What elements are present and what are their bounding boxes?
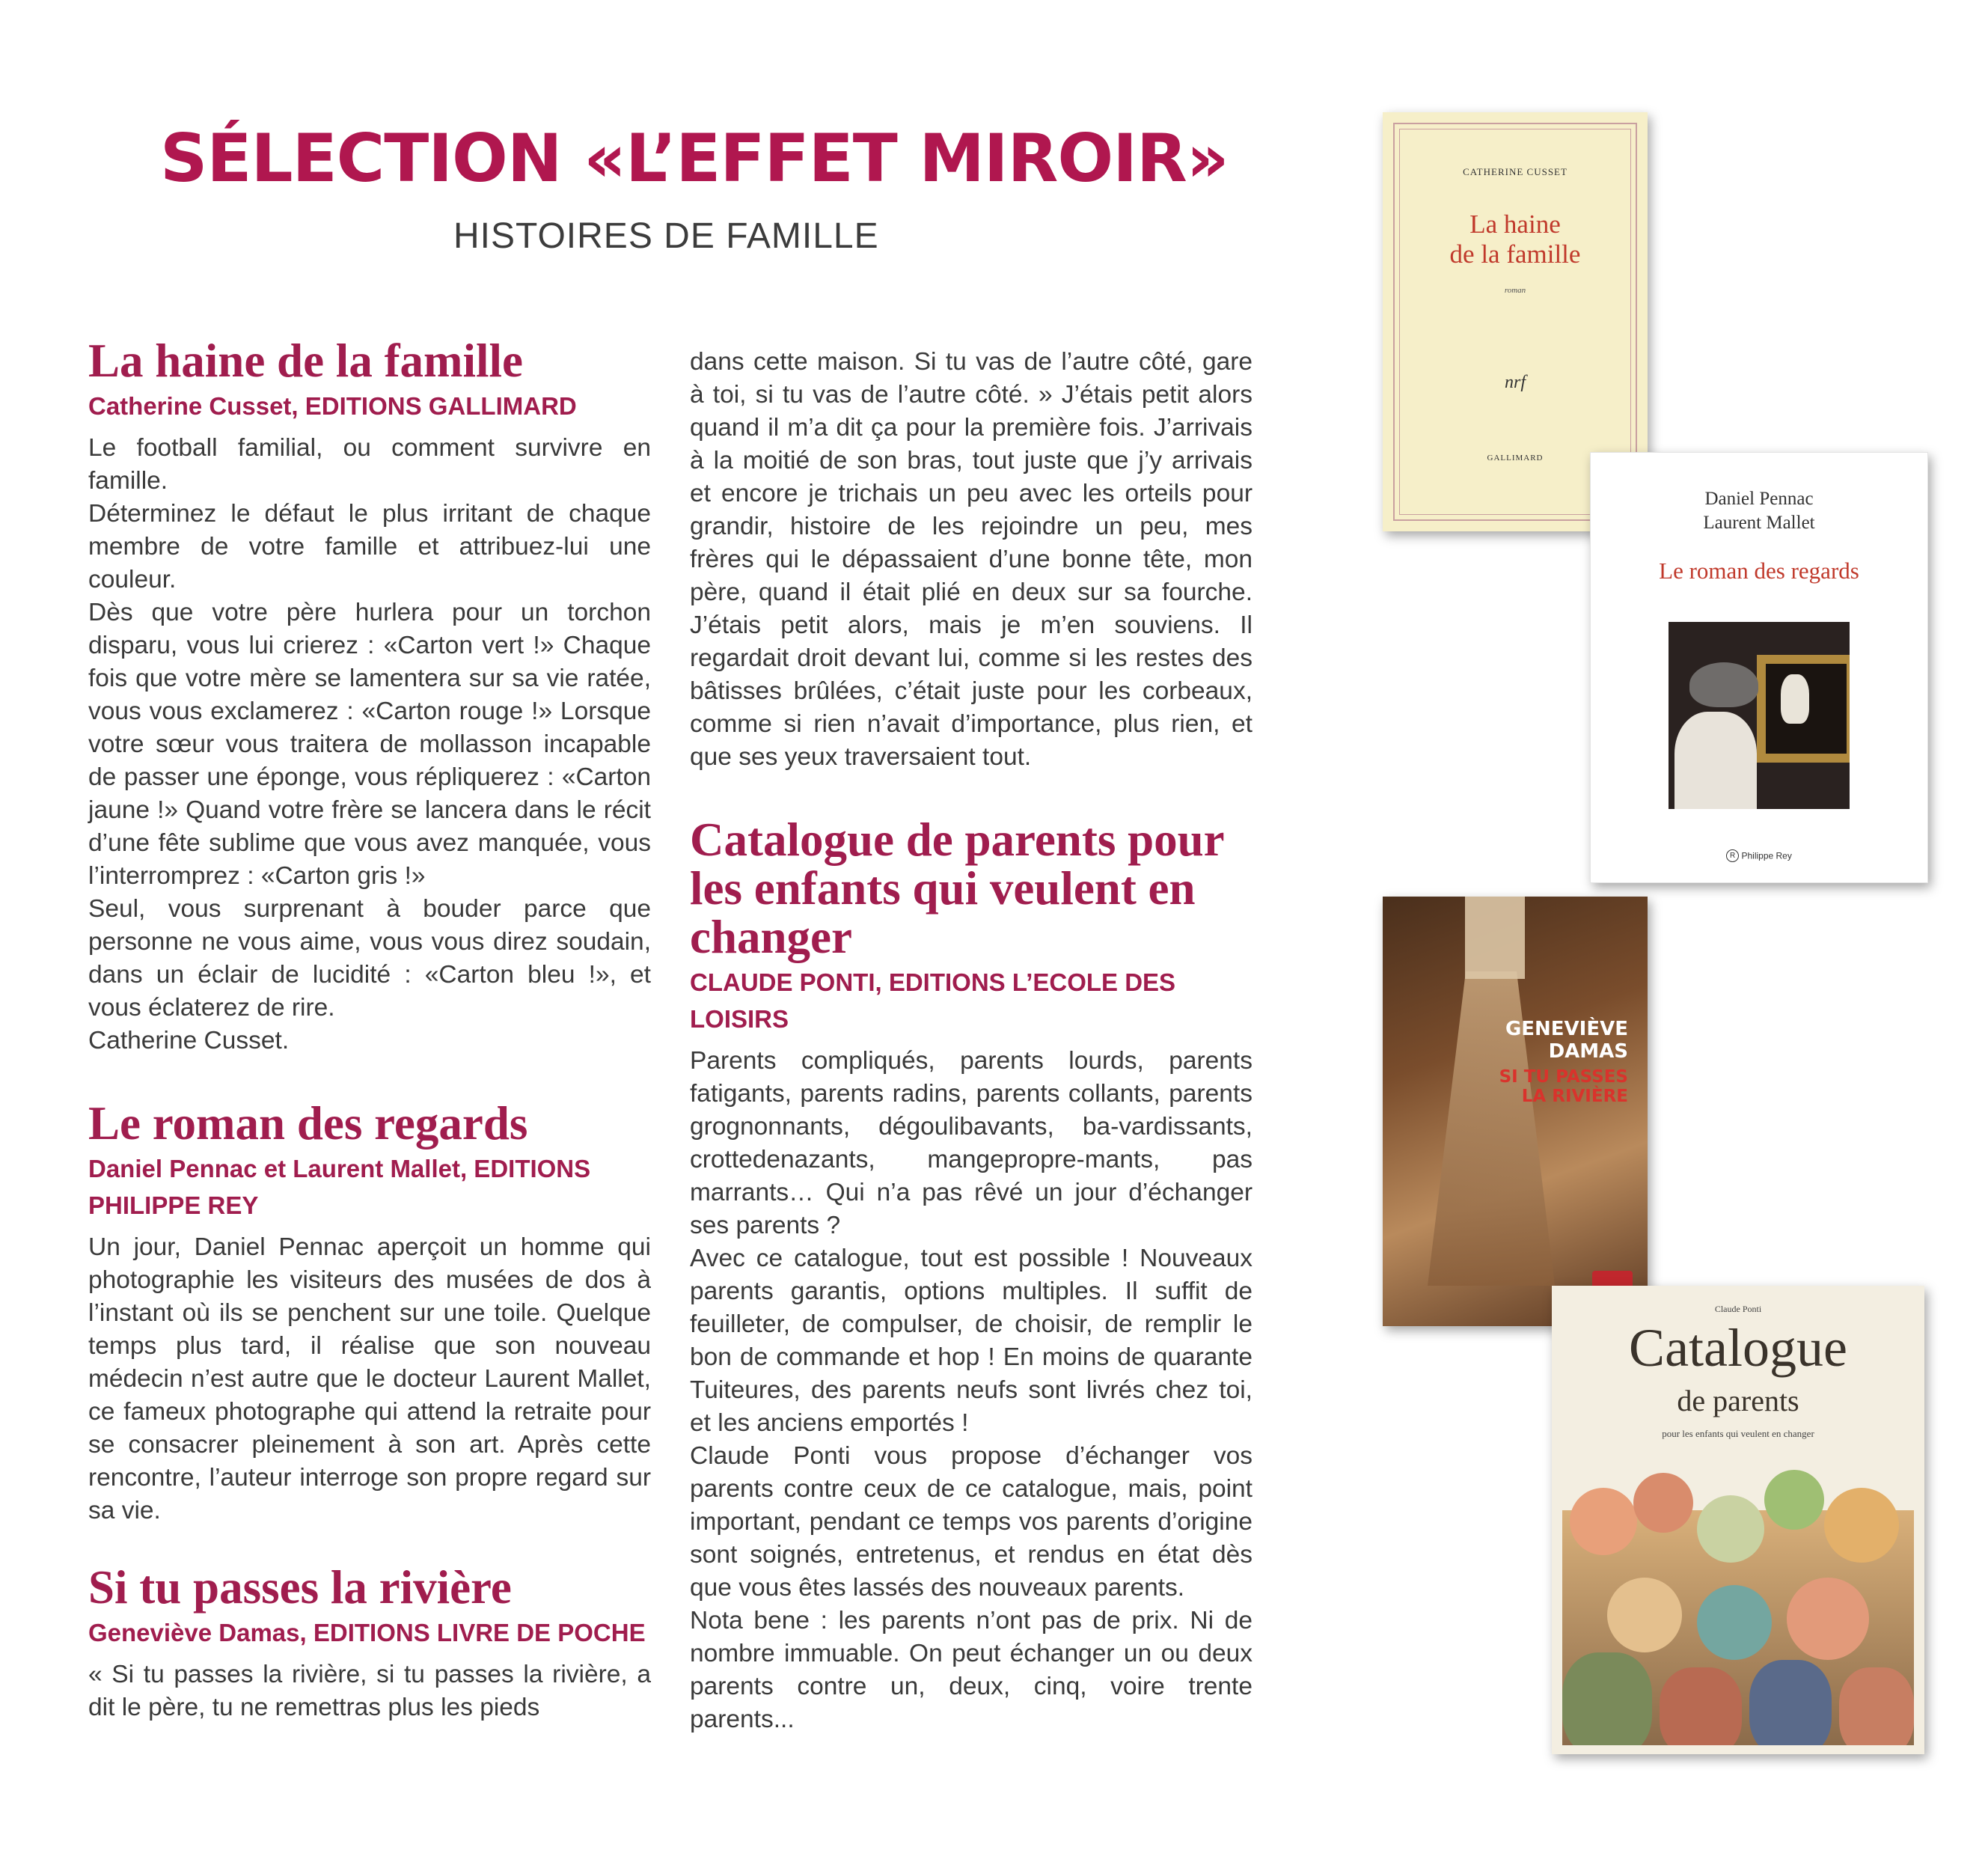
cover-author-line: GENEVIÈVE	[1505, 1018, 1628, 1040]
paragraph: Catherine Cusset.	[88, 1027, 290, 1054]
book-description-continued	[690, 346, 1253, 774]
paragraph: Un jour, Daniel Pennac aperçoit un homme qui photographie les visiteurs des musées de dos à l’instant où ils se penchent sur une toile. Quelque temps plus tard, il réalise que son nouveau médecin n’est autre que le docteur Laurent Mallet, ce fameux photographe qui attend la retraite pour se consacrer pleinement à son art. Après cette rencontre, l’auteur interroge son propre regard sur sa vie.	[88, 1233, 651, 1524]
publisher-icon: R	[1726, 849, 1739, 862]
cover-title-line: La haine	[1469, 210, 1561, 239]
cover-title-line: de parents	[1677, 1384, 1799, 1417]
paragraph: Nota bene : les parents n’ont pas de prix. Ni de nombre immuable. On peut échanger un ou deux parents contre un, deux, cinq, voire trente parents...	[690, 1607, 1253, 1733]
museum-photo	[1669, 622, 1850, 809]
book-author: CLAUDE PONTI, EDITIONS L’ECOLE DES LOISIRS	[690, 968, 1176, 1033]
paragraph: Avec ce catalogue, tout est possible ! Nouveaux parents garantis, options multiples. Il suffit de feuilleter, de compulser, de choisir, de remplir le bon de commande et hop ! En moins de quarante Tuiteures, des parents neufs sont livrés chez toi, et les anciens emportés !	[690, 1245, 1253, 1437]
paragraph: Le football familial, ou comment survivre en famille.	[88, 434, 651, 495]
book-description	[88, 1658, 651, 1724]
cover-author	[1505, 1018, 1628, 1063]
cover-si-tu-passes-la-riviere	[1383, 897, 1648, 1326]
cover-title	[1383, 210, 1648, 269]
book-author: Catherine Cusset, EDITIONS GALLIMARD	[88, 392, 577, 420]
cover-title	[1499, 1067, 1628, 1106]
cover-publisher: GALLIMARD	[1487, 454, 1544, 463]
figure-blouse	[1465, 897, 1525, 979]
book-description	[88, 432, 651, 1057]
book-author: Geneviève Damas, EDITIONS LIVRE DE POCHE	[88, 1619, 646, 1646]
cover-authors	[1591, 487, 1927, 535]
visitor-body	[1674, 712, 1757, 809]
cover-title: Le roman des regards	[1659, 558, 1859, 584]
cover-author: Claude Ponti	[1714, 1304, 1762, 1314]
cover-title-line: de la famille	[1449, 239, 1581, 269]
cover-title-line: LA RIVIÈRE	[1521, 1087, 1628, 1106]
paragraph: Parents compliqués, parents lourds, parents fatigants, parents radins, parents collants, parents grognonnants, dégoulibavants, ba-vardissants, crottedenazants, mangepropre-mants, pas marrants… Qui n’a pas rêvé un jour d’échanger ses parents ?	[690, 1047, 1253, 1239]
book-description	[690, 1045, 1253, 1736]
paragraph: Dès que votre père hurlera pour un torchon disparu, vous lui crierez : «Carton vert !» Chaque fois que votre mère se lamentera sur sa vie ratée, vous vous exclamerez : «Carton rouge !» Lorsque votre sœur vous traitera de mollasson incapable de passer une éponge, vous répliquerez : «Carton jaune !» Quand votre frère se lancera dans le récit d’une fête sublime que vous avez manquée, vous l’interromprez : «Carton gris !»	[88, 599, 651, 890]
cover-author: Laurent Mallet	[1703, 513, 1815, 533]
book-title: Si tu passes la rivière	[88, 1561, 512, 1614]
cover-title: Catalogue	[1629, 1318, 1847, 1378]
book-title: La haine de la famille	[88, 335, 523, 387]
cover-author: Daniel Pennac	[1704, 489, 1814, 509]
visitor-hat	[1689, 662, 1758, 707]
page-title: SÉLECTION «L’EFFET MIROIR»	[160, 120, 1229, 197]
cover-author-line: DAMAS	[1548, 1040, 1628, 1063]
book-section-riviere	[88, 1563, 651, 1724]
publisher-logo	[1591, 849, 1927, 862]
left-column	[88, 337, 651, 1724]
cover-le-roman-des-regards	[1590, 452, 1928, 883]
book-section-catalogue	[690, 813, 1253, 1736]
paragraph: Claude Ponti vous propose d’échanger vos parents contre ceux de ce catalogue, mais, point important, pendant ce temps vos parents d’origine sont soignés, entretenus, et rendus en état dès que vous êtes lassés des nouveaux parents.	[690, 1442, 1253, 1602]
cover-author: CATHERINE CUSSET	[1463, 166, 1568, 177]
right-column	[690, 346, 1253, 1736]
paragraph: dans cette maison. Si tu vas de l’autre côté, gare à toi, si tu vas de l’autre côté. » J’étais petit alors quand il m’a dit ça pour la première fois. J’arrivais à la moitié de son bras, tout juste que j’y arrivais et encore je trichais un peu avec les orteils pour grandir, histoire de les rejoindre un peu, mes frères qui le dépassaient d’une bonne tête, mon père, quand il était plié en deux sur sa fourche. J’étais petit alors, mais je m’en souviens. Il regardait droit devant lui, comme si les restes des bâtisses brûlées, c’était juste pour les corbeaux, comme si rien n’avait d’importance, plus rien, et que ses yeux traversaient tout.	[690, 348, 1253, 771]
page-subtitle: HISTOIRES DE FAMILLE	[453, 216, 879, 256]
cover-title-line: SI TU PASSES	[1499, 1067, 1628, 1087]
book-title: Le roman des regards	[88, 1097, 528, 1150]
book-title: Catalogue de parents pour les enfants qui veulent en changer	[690, 813, 1224, 963]
cover-genre: roman	[1504, 286, 1526, 295]
cover-publisher: Philippe Rey	[1741, 850, 1792, 861]
book-author: Daniel Pennac et Laurent Mallet, EDITIONS PHILIPPE REY	[88, 1155, 591, 1219]
book-description	[88, 1231, 651, 1527]
paragraph: Seul, vous surprenant à bouder parce que personne ne vous aime, vous vous direz soudain, dans un éclair de lucidité : «Carton bleu !», et vous éclaterez de rire.	[88, 895, 651, 1022]
cover-catalogue-de-parents	[1552, 1286, 1924, 1754]
nrf-logo: nrf	[1504, 373, 1526, 392]
paragraph: « Si tu passes la rivière, si tu passes la rivière, a dit le père, tu ne remettras plus les pieds	[88, 1661, 651, 1721]
book-section-haine	[88, 337, 651, 1057]
paragraph: Déterminez le défaut le plus irritant de chaque membre de votre famille et attribuez-lui une couleur.	[88, 500, 651, 593]
illustration-creatures	[1562, 1458, 1914, 1745]
book-section-regards	[88, 1099, 651, 1527]
horse-head	[1781, 674, 1809, 724]
cover-subtitle: pour les enfants qui veulent en changer	[1662, 1428, 1814, 1439]
